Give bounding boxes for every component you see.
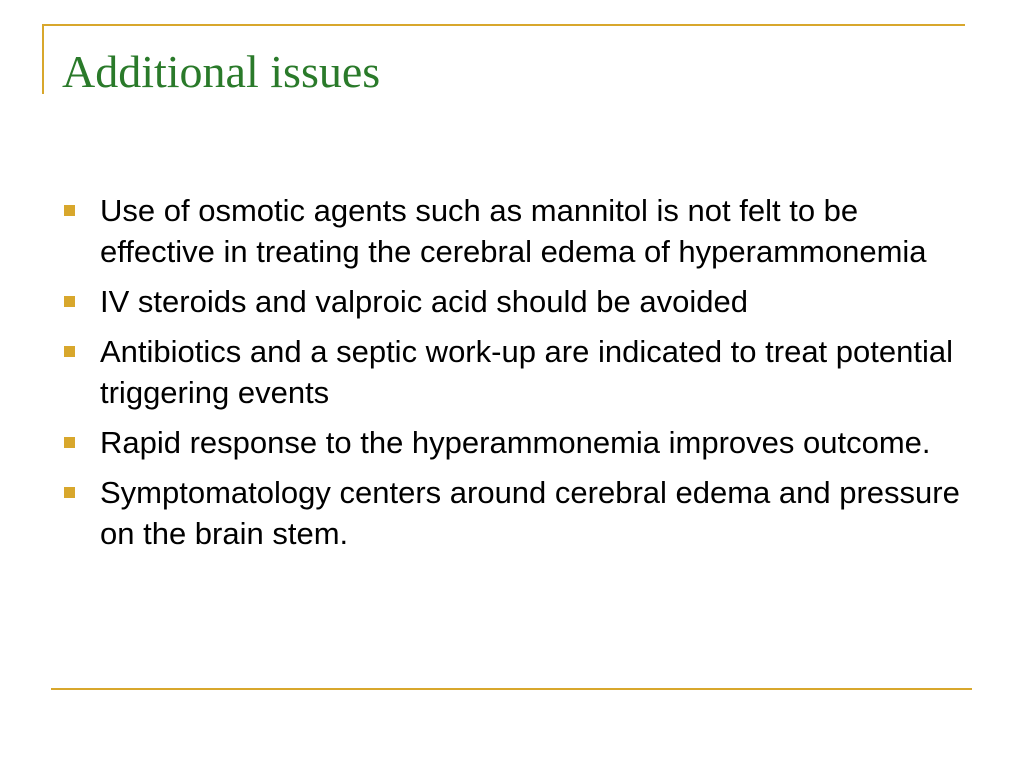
square-bullet-icon — [64, 296, 75, 307]
left-border-line — [42, 24, 44, 94]
bullet-item — [64, 331, 964, 413]
square-bullet-icon — [64, 437, 75, 448]
bullet-text: Rapid response to the hyperammonemia improves outcome. — [100, 425, 931, 460]
bullet-text: Use of osmotic agents such as mannitol is not felt to be effective in treating the cerebral edema of hyperammonemia — [100, 193, 927, 269]
bullet-item — [64, 190, 964, 272]
bullet-text: IV steroids and valproic acid should be avoided — [100, 284, 748, 319]
bullet-text: Symptomatology centers around cerebral edema and pressure on the brain stem. — [100, 475, 960, 551]
square-bullet-icon — [64, 487, 75, 498]
slide-title: Additional issues — [62, 46, 381, 97]
bullet-item — [64, 281, 964, 322]
bottom-border-line — [51, 688, 972, 690]
bullet-list — [64, 190, 964, 563]
bullet-text: Antibiotics and a septic work-up are indicated to treat potential triggering events — [100, 334, 953, 410]
square-bullet-icon — [64, 205, 75, 216]
square-bullet-icon — [64, 346, 75, 357]
bullet-item — [64, 422, 964, 463]
bullet-item — [64, 472, 964, 554]
top-border-line — [42, 24, 965, 26]
